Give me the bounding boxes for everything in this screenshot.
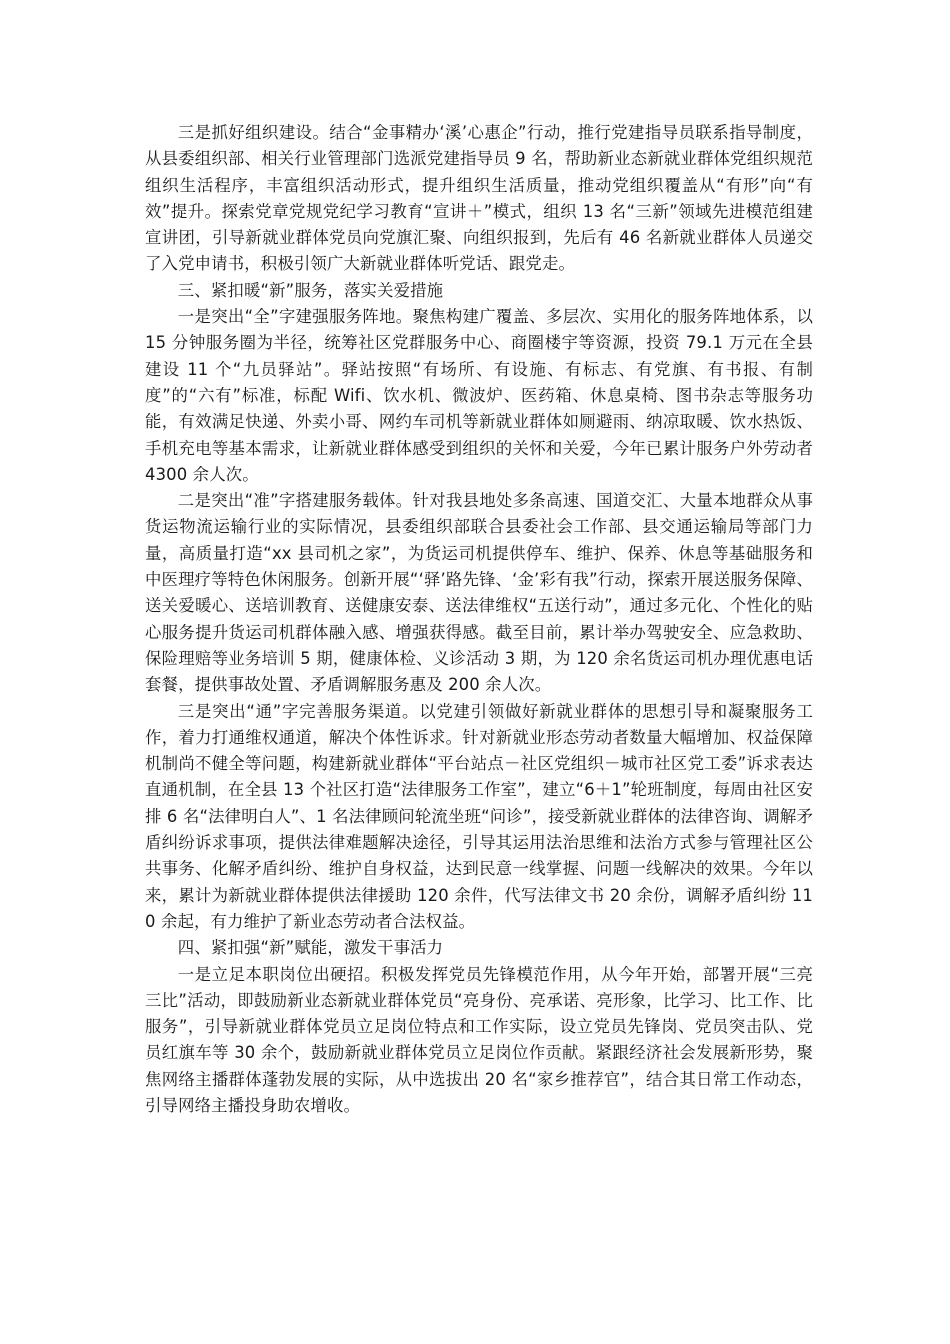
paragraph-service-carrier: 二是突出“准”字搭建服务载体。针对我县地处多条高速、国道交汇、大量本地群众从事货运物流运输行业的实际情况，县委组织部联合县委社会工作部、县交通运输局等部门力量，高质量打造“xx 县司机之家”，为货运司机提供停车、维护、保养、休息等基础服务和中医理疗等特色休闲服务。创新开展“‘驿’路先锋、‘金’彩有我”行动，探索开展送服务保障、送关爱暖心、送培训教育、送健康安泰、送法律维权“五送行动”，通过多元化、个性化的贴心服务提升货运司机群体融入感、增强获得感。截至目前，累计举办驾驶安全、应急救助、保险理赔等业务培训 5 期，健康体检、义诊活动 3 期，为 120 余名货运司机办理优惠电话套餐，提供事故处置、矛盾调解服务惠及 200 余人次。 [145, 491, 813, 695]
paragraph-organization-building: 三是抓好组织建设。结合“金事精办‘溪’心惠企”行动，推行党建指导员联系指导制度，从县委组织部、相关行业管理部门选派党建指导员 9 名，帮助新业态新就业群体党组织规范组织生活程序，丰富组织活动形式，提升组织生活质量，推动党组织覆盖从“有形”向“有效”提升。探索党章党规党纪学习教育“宣讲＋”模式，组织 13 名“三新”领域先进模范组建宣讲团，引导新就业群体党员向党旗汇聚、向组织报到，先后有 46 名新就业群体人员递交了入党申请书，积极引领广大新就业群体听党话、跟党走。 [145, 123, 813, 274]
paragraph-service-channel: 三是突出“通”字完善服务渠道。以党建引领做好新就业群体的思想引导和凝聚服务工作，着力打通维权通道，解决个体性诉求。针对新就业形态劳动者数量大幅增加、权益保障机制尚不健全等问题，构建新就业群体“平台站点－社区党组织－城市社区党工委”诉求表达直通机制，在全县 13 个社区打造“法律服务工作室”，建立“6＋1”轮班制度，每周由社区安排 6 名“法律明白人”、1 名法律顾问轮流坐班“问诊”，接受新就业群体的法律咨询、调解矛盾纠纷诉求事项，提供法律难题解决途径，引导其运用法治思维和法治方式参与管理社区公共事务、化解矛盾纠纷、维护自身权益，达到民意一线掌握、问题一线解决的效果。今年以来，累计为新就业群体提供法律援助 120 余件，代写法律文书 20 余份，调解矛盾纠纷 110 余起，有力维护了新业态劳动者合法权益。 [145, 701, 813, 931]
paragraph-post-duty: 一是立足本职岗位出硬招。积极发挥党员先锋模范作用，从今年开始，部署开展“三亮三比”活动，即鼓励新业态新就业群体党员“亮身份、亮承诺、亮形象，比学习、比工作、比服务”，引导新就业群体党员立足岗位特点和工作实际，设立党员先锋岗、党员突击队、党员红旗车等 30 余个，鼓励新就业群体党员立足岗位作贡献。紧跟经济社会发展新形势，聚焦网络主播群体蓬勃发展的实际，从中选拔出 20 名“家乡推荐官”，结合其日常工作动态，引导网络主播投身助农增收。 [145, 964, 813, 1115]
paragraph-service-position: 一是突出“全”字建强服务阵地。聚焦构建广覆盖、多层次、实用化的服务阵地体系，以 15 分钟服务圈为半径，统筹社区党群服务中心、商圈楼宇等资源，投资 79.1 万元在全县建设 11 个“九员驿站”。驿站按照“有场所、有设施、有标志、有党旗、有书报、有制度”的“六有”标准，标配 Wifi、饮水机、微波炉、医药箱、休息桌椅、图书杂志等服务功能，有效满足快递、外卖小哥、网约车司机等新就业群体如厕避雨、纳凉取暖、饮水热饭、手机充电等基本需求，让新就业群体感受到组织的关怀和关爱，今年已累计服务户外劳动者 4300 余人次。 [145, 307, 813, 484]
section-heading-three: 三、紧扣暖“新”服务，落实关爱措施 [177, 280, 444, 300]
section-heading-four: 四、紧扣强“新”赋能，激发干事活力 [177, 938, 444, 958]
document-page [145, 120, 813, 1119]
